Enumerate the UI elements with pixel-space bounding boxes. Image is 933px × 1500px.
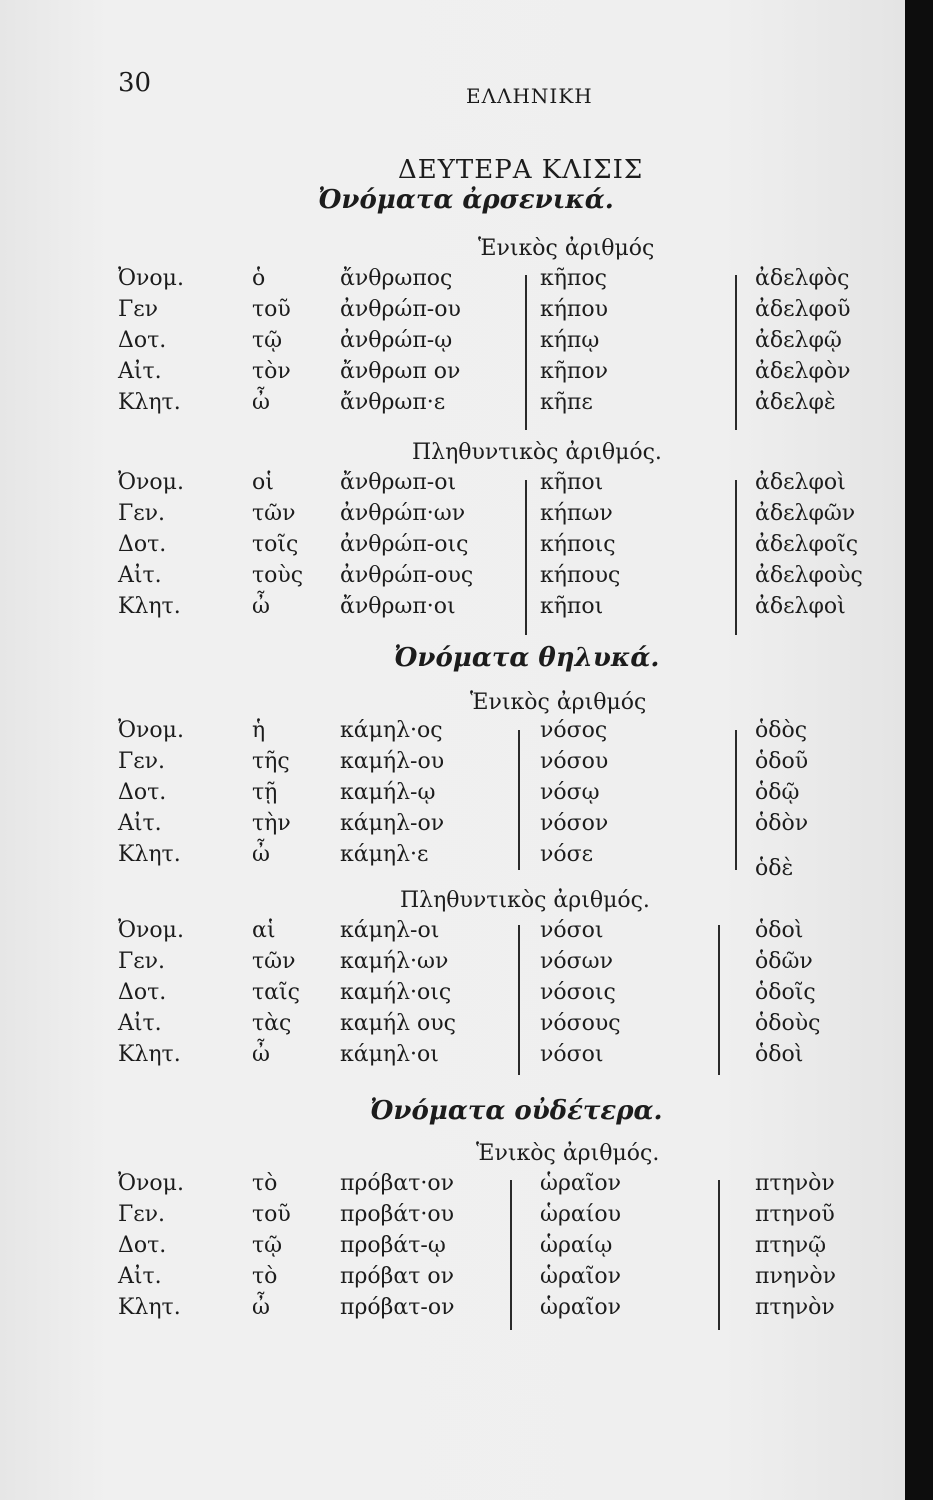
page-number: 30 bbox=[118, 68, 152, 98]
word-col-2: νόσος bbox=[540, 718, 608, 743]
word-col-3: πτηνοῦ bbox=[755, 1202, 835, 1227]
case-label: Γεν bbox=[118, 297, 159, 322]
article: τῆς bbox=[252, 749, 290, 774]
word-col-3: ἀδελφοὺς bbox=[755, 563, 863, 588]
word-col-2: ὡραῖον bbox=[540, 1295, 621, 1320]
case-label: Γεν. bbox=[118, 501, 166, 526]
word-col-1: καμήλ·ων bbox=[340, 949, 449, 974]
word-col-1: κάμηλ-οι bbox=[340, 918, 440, 943]
word-col-2: νόσων bbox=[540, 949, 613, 974]
word-col-1: ἀνθρώπ-οις bbox=[340, 532, 469, 557]
case-label: Ὀνομ. bbox=[118, 918, 184, 943]
article: ὦ bbox=[252, 1042, 270, 1067]
word-col-3: ἀδελφὸν bbox=[755, 359, 851, 384]
article: τοῦ bbox=[252, 297, 291, 322]
article: ἡ bbox=[252, 718, 266, 743]
number-heading: Ἑνικὸς ἀριθμός. bbox=[476, 1141, 660, 1166]
word-col-3: ὁδῷ bbox=[755, 780, 800, 805]
word-col-2: ὡραίῳ bbox=[540, 1233, 613, 1258]
number-heading: Ἑνικὸς ἀριθμός bbox=[478, 236, 655, 261]
article: τὸ bbox=[252, 1264, 278, 1289]
word-col-3: ἀδελφοὶ bbox=[755, 594, 846, 619]
word-col-3: ἀδελφῶν bbox=[755, 501, 856, 526]
word-col-2: νόσε bbox=[540, 842, 594, 867]
case-label: Ὀνομ. bbox=[118, 718, 184, 743]
word-col-2: νόσῳ bbox=[540, 780, 600, 805]
case-label: Δοτ. bbox=[118, 980, 167, 1005]
word-col-1: κάμηλ·ε bbox=[340, 842, 429, 867]
article: τὸν bbox=[252, 359, 291, 384]
word-col-2: κήπῳ bbox=[540, 328, 600, 353]
word-col-3: ἀδελφοῦ bbox=[755, 297, 851, 322]
case-label: Αἰτ. bbox=[118, 563, 162, 588]
word-col-1: προβάτ-ῳ bbox=[340, 1233, 446, 1258]
word-col-1: ἄνθρωπος bbox=[340, 266, 453, 291]
word-col-2: ὡραῖον bbox=[540, 1171, 621, 1196]
word-col-1: ἄνθρωπ-οι bbox=[340, 470, 457, 495]
word-col-1: πρόβατ·ον bbox=[340, 1171, 454, 1196]
word-col-2: κήπων bbox=[540, 501, 613, 526]
word-col-2: κῆπον bbox=[540, 359, 609, 384]
article: τὰς bbox=[252, 1011, 292, 1036]
case-label: Αἰτ. bbox=[118, 1264, 162, 1289]
word-col-1: πρόβατ ον bbox=[340, 1264, 454, 1289]
word-col-2: κήποις bbox=[540, 532, 616, 557]
case-label: Κλητ. bbox=[118, 1295, 181, 1320]
word-col-3: πτηνὸν bbox=[755, 1295, 835, 1320]
word-col-1: ἀνθρώπ-ῳ bbox=[340, 328, 453, 353]
word-col-1: ἄνθρωπ ον bbox=[340, 359, 461, 384]
column-rule bbox=[525, 480, 527, 635]
case-label: Κλητ. bbox=[118, 1042, 181, 1067]
word-col-3: πτηνὸν bbox=[755, 1171, 835, 1196]
article: τοὺς bbox=[252, 563, 304, 588]
word-col-2: κήπου bbox=[540, 297, 609, 322]
chapter-heading: ΔΕΥΤΕΡΑ ΚΛΙΣΙΣ bbox=[398, 155, 644, 185]
word-col-1: κάμηλ·οι bbox=[340, 1042, 439, 1067]
word-col-2: νόσους bbox=[540, 1011, 621, 1036]
word-col-1: ἀνθρώπ-ους bbox=[340, 563, 474, 588]
column-rule bbox=[718, 925, 720, 1075]
article: ὦ bbox=[252, 1295, 270, 1320]
word-col-1: κάμηλ·ος bbox=[340, 718, 443, 743]
case-label: Γεν. bbox=[118, 949, 166, 974]
column-rule bbox=[718, 1180, 720, 1330]
word-col-3: ὁδοὶ bbox=[755, 918, 804, 943]
word-col-1: καμήλ-ου bbox=[340, 749, 445, 774]
scan-edge bbox=[905, 0, 933, 1500]
case-label: Δοτ. bbox=[118, 780, 167, 805]
word-col-3: ὁδοὶ bbox=[755, 1042, 804, 1067]
running-head: ΕΛΛΗΝΙΚΗ bbox=[466, 84, 593, 108]
word-col-3: ὁδὲ bbox=[755, 856, 794, 881]
case-label: Γεν. bbox=[118, 1202, 166, 1227]
article: τῶν bbox=[252, 501, 296, 526]
word-col-3: ἀδελφῷ bbox=[755, 328, 842, 353]
word-col-3: ὁδοὺς bbox=[755, 1011, 821, 1036]
article: τῷ bbox=[252, 328, 283, 353]
section-title: Ὀνόματα θηλυκά. bbox=[394, 643, 660, 673]
word-col-3: ὁδοῦ bbox=[755, 749, 809, 774]
word-col-2: νόσοι bbox=[540, 918, 604, 943]
word-col-3: ἀδελφοῖς bbox=[755, 532, 859, 557]
word-col-3: ἀδελφὸς bbox=[755, 266, 850, 291]
word-col-1: ἄνθρωπ·οι bbox=[340, 594, 456, 619]
article: τὴν bbox=[252, 811, 291, 836]
word-col-2: κῆποι bbox=[540, 470, 604, 495]
word-col-2: κῆποι bbox=[540, 594, 604, 619]
word-col-1: ἀνθρώπ·ων bbox=[340, 501, 466, 526]
word-col-1: καμήλ ους bbox=[340, 1011, 456, 1036]
article: τοῖς bbox=[252, 532, 299, 557]
column-rule bbox=[518, 925, 520, 1075]
case-label: Ὀνομ. bbox=[118, 266, 184, 291]
word-col-2: νόσον bbox=[540, 811, 609, 836]
word-col-1: πρόβατ-ον bbox=[340, 1295, 455, 1320]
article: ταῖς bbox=[252, 980, 300, 1005]
word-col-2: κήπους bbox=[540, 563, 621, 588]
case-label: Ὀνομ. bbox=[118, 470, 184, 495]
column-rule bbox=[525, 275, 527, 430]
case-label: Δοτ. bbox=[118, 532, 167, 557]
article: τῇ bbox=[252, 780, 278, 805]
number-heading: Πληθυντικὸς ἀριθμός. bbox=[412, 440, 662, 465]
case-label: Κλητ. bbox=[118, 842, 181, 867]
article: τὸ bbox=[252, 1171, 278, 1196]
word-col-2: ὡραίου bbox=[540, 1202, 621, 1227]
section-title: Ὀνόματα οὐδέτερα. bbox=[370, 1096, 663, 1126]
article: τῷ bbox=[252, 1233, 283, 1258]
case-label: Δοτ. bbox=[118, 1233, 167, 1258]
word-col-2: κῆπε bbox=[540, 390, 593, 415]
column-rule bbox=[518, 730, 520, 870]
case-label: Κλητ. bbox=[118, 594, 181, 619]
article: οἱ bbox=[252, 470, 274, 495]
article: ὁ bbox=[252, 266, 266, 291]
number-heading: Πληθυντικὸς ἀριθμός. bbox=[400, 888, 650, 913]
word-col-3: ὁδοῖς bbox=[755, 980, 816, 1005]
word-col-3: ὁδὸν bbox=[755, 811, 809, 836]
word-col-3: ὁδὸς bbox=[755, 718, 808, 743]
word-col-1: καμήλ-ῳ bbox=[340, 780, 436, 805]
word-col-2: νόσοις bbox=[540, 980, 616, 1005]
word-col-2: νόσοι bbox=[540, 1042, 604, 1067]
word-col-1: καμήλ·οις bbox=[340, 980, 452, 1005]
column-rule bbox=[735, 275, 737, 430]
word-col-3: ἀδελφὲ bbox=[755, 390, 836, 415]
word-col-3: πτηνῷ bbox=[755, 1233, 827, 1258]
word-col-1: προβάτ·ου bbox=[340, 1202, 454, 1227]
case-label: Αἰτ. bbox=[118, 811, 162, 836]
case-label: Κλητ. bbox=[118, 390, 181, 415]
word-col-2: κῆπος bbox=[540, 266, 607, 291]
column-rule bbox=[510, 1180, 512, 1330]
article: τοῦ bbox=[252, 1202, 291, 1227]
word-col-1: ἀνθρώπ-ου bbox=[340, 297, 461, 322]
word-col-2: ὡραῖον bbox=[540, 1264, 621, 1289]
word-col-3: ἀδελφοὶ bbox=[755, 470, 846, 495]
number-heading: Ἑνικὸς ἀριθμός bbox=[470, 690, 647, 715]
word-col-3: ὁδῶν bbox=[755, 949, 813, 974]
column-rule bbox=[735, 730, 737, 870]
article: ὦ bbox=[252, 842, 270, 867]
word-col-1: κάμηλ-ον bbox=[340, 811, 445, 836]
case-label: Δοτ. bbox=[118, 328, 167, 353]
article: αἱ bbox=[252, 918, 276, 943]
word-col-2: νόσου bbox=[540, 749, 609, 774]
article: τῶν bbox=[252, 949, 296, 974]
word-col-1: ἄνθρωπ·ε bbox=[340, 390, 446, 415]
case-label: Γεν. bbox=[118, 749, 166, 774]
column-rule bbox=[735, 480, 737, 635]
section-title: Ὀνόματα ἀρσενικά. bbox=[318, 185, 614, 215]
case-label: Αἰτ. bbox=[118, 1011, 162, 1036]
article: ὦ bbox=[252, 594, 270, 619]
case-label: Ὀνομ. bbox=[118, 1171, 184, 1196]
case-label: Αἰτ. bbox=[118, 359, 162, 384]
word-col-3: πνηνὸν bbox=[755, 1264, 837, 1289]
article: ὦ bbox=[252, 390, 270, 415]
